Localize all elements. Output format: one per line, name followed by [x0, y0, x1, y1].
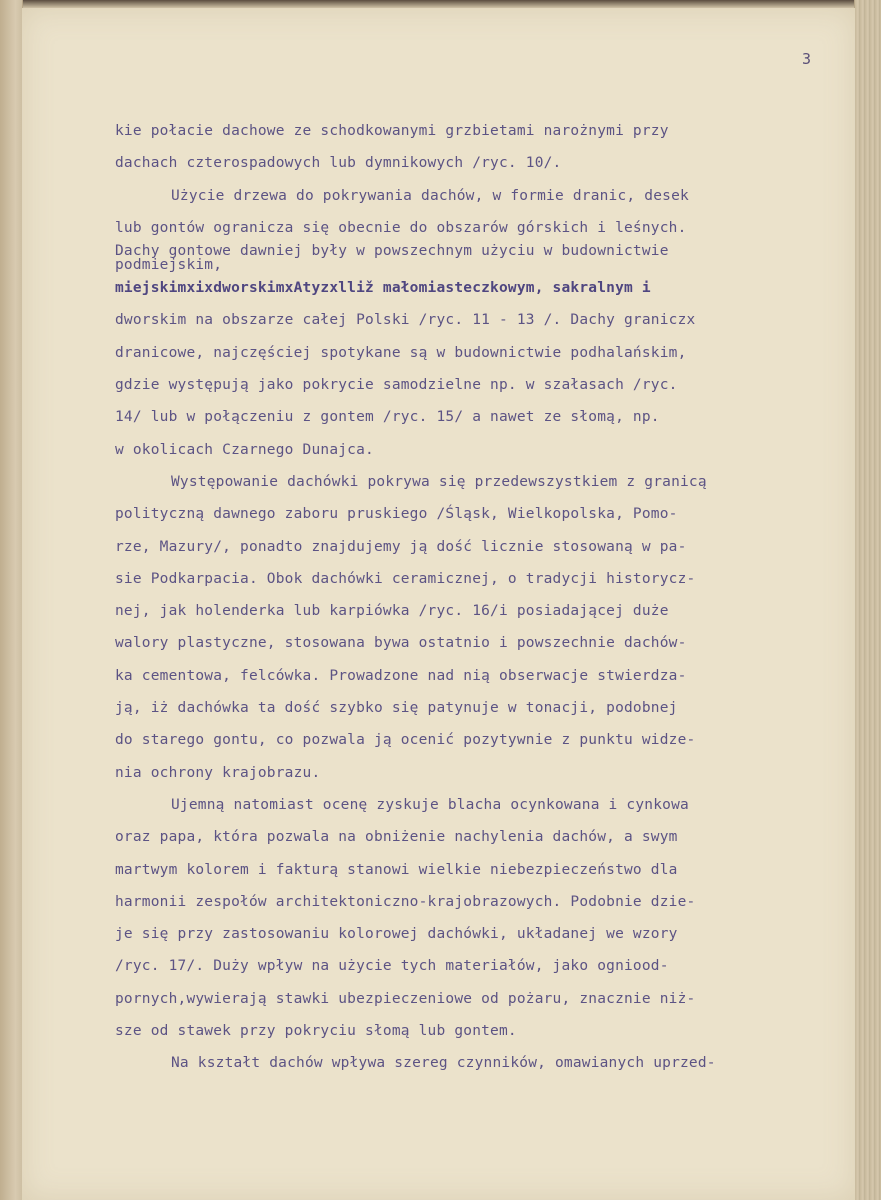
text-line: ka cementowa, felcówka. Prowadzone nad nią obserwacje stwierdza- — [115, 667, 687, 684]
text-line: podmiejskim, — [115, 257, 223, 274]
text-line: ją, iż dachówka ta dość szybko się patynuje w tonacji, podobnej — [115, 700, 678, 717]
text-line: rze, Mazury/, ponadto znajdujemy ją dość licznie stosowaną w pa- — [115, 538, 687, 555]
text-line: /ryc. 17/. Duży wpływ na użycie tych materiałów, jako ogniood- — [115, 958, 669, 975]
text-line: je się przy zastosowaniu kolorowej dachówki, układanej we wzory — [115, 926, 678, 943]
text-line: miejskimxixdworskimxAtyzxlliž małomiasteczkowym, sakralnym i — [115, 280, 651, 297]
text-line: nej, jak holenderka lub karpiówka /ryc. 16/i posiadającej duże — [115, 603, 669, 620]
text-line: Na kształt dachów wpływa szereg czynników, omawianych uprzed- — [171, 1055, 716, 1072]
text-line: nia ochrony krajobrazu. — [115, 764, 321, 781]
typewritten-page — [22, 8, 855, 1200]
text-line: 14/ lub w połączeniu z gontem /ryc. 15/ a nawet ze słomą, np. — [115, 409, 660, 426]
text-line: sze od stawek przy pokryciu słomą lub gontem. — [115, 1023, 517, 1040]
text-line: harmonii zespołów architektoniczno-krajobrazowych. Podobnie dzie- — [115, 893, 696, 910]
text-line: oraz papa, która pozwala na obniżenie nachylenia dachów, a swym — [115, 829, 678, 846]
text-line: gdzie występują jako pokrycie samodzielne np. w szałasach /ryc. — [115, 377, 678, 394]
page-text-body — [115, 115, 845, 1080]
text-line: do starego gontu, co pozwala ją ocenić pozytywnie z punktu widze- — [115, 732, 696, 749]
text-line: polityczną dawnego zaboru pruskiego /Śląsk, Wielkopolska, Pomo- — [115, 506, 678, 523]
text-line: Ujemną natomiast ocenę zyskuje blacha ocynkowana i cynkowa — [171, 796, 689, 813]
page-number: 3 — [802, 50, 812, 68]
text-line: pornych,wywierają stawki ubezpieczeniowe od pożaru, znacznie niż- — [115, 990, 696, 1007]
scan-top-edge — [0, 0, 881, 8]
stacked-pages-edge — [854, 0, 881, 1200]
text-line: dachach czterospadowych lub dymnikowych /ryc. 10/. — [115, 155, 562, 172]
text-line: martwym kolorem i fakturą stanowi wielkie niebezpieczeństwo dla — [115, 861, 678, 878]
text-line: walory plastyczne, stosowana bywa ostatnio i powszechnie dachów- — [115, 635, 687, 652]
text-line: dranicowe, najczęściej spotykane są w budownictwie podhalańskim, — [115, 344, 687, 361]
text-line: w okolicach Czarnego Dunajca. — [115, 441, 374, 458]
text-line: Dachy gontowe dawniej były w powszechnym użyciu w budownictwie — [115, 243, 669, 260]
text-line: kie połacie dachowe ze schodkowanymi grzbietami narożnymi przy — [115, 123, 669, 139]
text-line: dworskim na obszarze całej Polski /ryc. 11 - 13 /. Dachy graniczx — [115, 312, 696, 329]
text-line: lub gontów ogranicza się obecnie do obszarów górskich i leśnych. — [115, 219, 687, 236]
scan-left-edge — [0, 0, 23, 1200]
text-line: sie Podkarpacia. Obok dachówki ceramicznej, o tradycji historycz- — [115, 570, 696, 587]
text-line: Występowanie dachówki pokrywa się przedewszystkiem z granicą — [171, 473, 707, 490]
text-line: Użycie drzewa do pokrywania dachów, w formie dranic, desek — [171, 187, 689, 204]
